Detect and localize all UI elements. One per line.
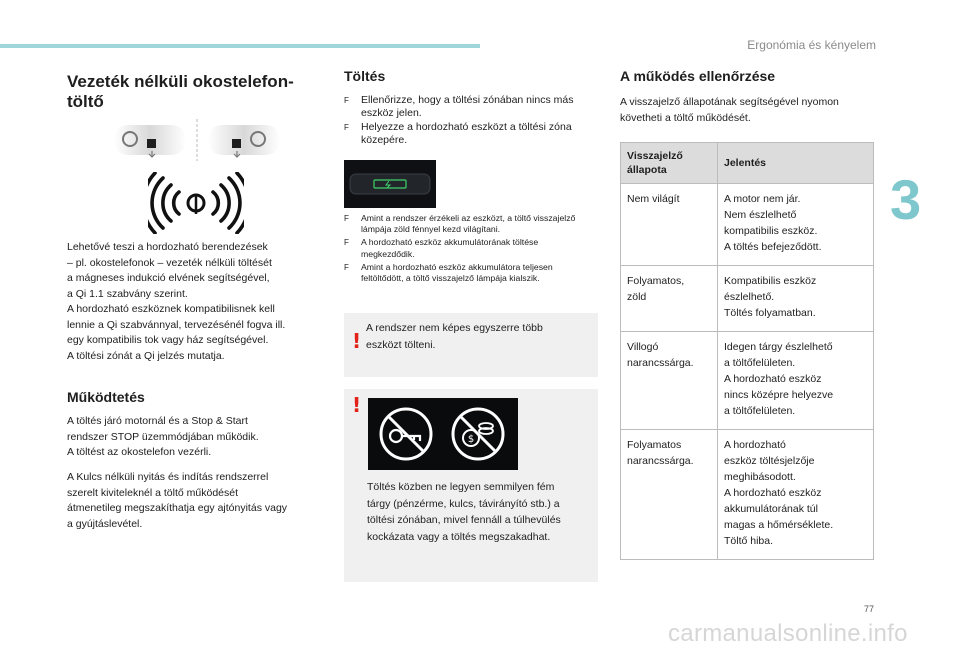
qi-wireless-icon xyxy=(148,172,244,234)
intro-line: A töltési zónát a Qi jelzés mutatja. xyxy=(67,349,225,362)
warning-line: eszközt tölteni. xyxy=(366,338,436,351)
warning-text xyxy=(367,479,595,545)
cell-meaning: A hordozható eszköz töltésjelzője meghibásodott. A hordozható eszköz akkumulátorának túl magas a hőmérséklete. Töltő hiba. xyxy=(718,430,874,560)
list-item xyxy=(344,213,594,235)
no-metal-objects-icons xyxy=(368,398,518,470)
intro-line: – pl. okostelefonok – vezeték nélküli töltését xyxy=(67,256,272,269)
charging-pad-photo xyxy=(344,160,436,208)
table-row xyxy=(621,266,874,332)
charging-notes-list xyxy=(344,213,594,286)
cell-state: Nem világít xyxy=(621,184,718,266)
bullet-marker: F xyxy=(344,238,349,248)
note-text: A hordozható eszköz akkumulátorának töltése megkezdődik. xyxy=(361,237,539,259)
operation-line: A Kulcs nélküli nyitás és indítás rendszerrel xyxy=(67,471,269,483)
operation-line: A töltés járó motornál és a Stop & Start xyxy=(67,415,248,427)
note-text: Amint a hordozható eszköz akkumulátora teljesen feltöltődött, a töltő visszajelző lámpája kialszik. xyxy=(361,261,553,284)
watermark: carmanualsonline.info xyxy=(668,620,908,647)
operation-line: A töltést az okostelefon vezérli. xyxy=(67,446,212,458)
table-row xyxy=(621,332,874,430)
list-item xyxy=(344,121,589,147)
warning-icon: ! xyxy=(352,329,362,353)
intro-line: egy kompatibilis tok vagy ház segítségével. xyxy=(67,334,269,346)
cell-meaning: Kompatibilis eszköz észlelhető. Töltés folyamatban. xyxy=(718,266,874,332)
charging-steps-list xyxy=(344,94,589,148)
header-accent-bar xyxy=(0,44,480,48)
bullet-marker: F xyxy=(344,214,349,223)
section-title-operation: Működtetés xyxy=(67,389,145,405)
warning-line: kockázata vagy a töltés megszakadhat. xyxy=(367,530,551,543)
steering-wheel-buttons-illustration xyxy=(112,117,282,163)
intro-line: A visszajelző állapotának segítségével nyomon xyxy=(620,96,839,108)
intro-paragraph xyxy=(67,240,332,364)
table-row xyxy=(621,430,874,560)
cell-state: Folyamatos, zöld xyxy=(621,266,718,332)
cell-state: Folyamatos narancssárga. xyxy=(621,430,718,560)
intro-line: Lehetővé teszi a hordozható berendezések xyxy=(67,241,268,253)
operation-line: átmenetileg megszakíthatja egy ajtónyitás vagy xyxy=(67,502,288,514)
intro-line: lennie a Qi szabvánnyal, tervezésénél fogva ill. xyxy=(67,318,286,331)
warning-line: tárgy (pénzérme, kulcs, távirányító stb.) a xyxy=(367,497,560,510)
bullet-marker: F xyxy=(344,123,349,132)
section-title-function-check: A működés ellenőrzése xyxy=(620,68,776,84)
chapter-number: 3 xyxy=(890,168,922,231)
list-item xyxy=(344,94,589,120)
intro-line: a Qi 1.1 szabvány szerint. xyxy=(67,287,188,300)
operation-paragraph-1 xyxy=(67,414,332,461)
indicator-status-table xyxy=(620,142,874,560)
svg-text:$: $ xyxy=(467,434,475,445)
bullet-marker: F xyxy=(344,262,349,272)
warning-line: A rendszer nem képes egyszerre több xyxy=(366,322,543,334)
page-number: 77 xyxy=(864,604,875,614)
cell-meaning: Idegen tárgy észlelhető a töltőfelületen. A hordozható eszköz nincs középre helyezve a töltőfelületen. xyxy=(718,332,874,430)
step-text: Ellenőrizze, hogy a töltési zónában nincs más eszköz jelen. xyxy=(361,94,574,119)
intro-line: a mágneses indukció elvének segítségével, xyxy=(67,272,270,284)
step-text: Helyezze a hordozható eszközt a töltési zóna közepére. xyxy=(361,121,572,146)
table-header-row xyxy=(621,143,874,184)
list-item xyxy=(344,237,594,259)
intro-line: követheti a töltő működését. xyxy=(620,111,751,124)
section-title-wireless-charger: Vezeték nélküli okostelefon-töltő xyxy=(67,72,294,111)
warning-line: Töltés közben ne legyen semmilyen fém xyxy=(367,481,555,493)
column-header-state: Visszajelző állapota xyxy=(621,143,718,184)
column-header-meaning: Jelentés xyxy=(718,143,874,184)
list-item xyxy=(344,262,594,284)
chapter-title: Ergonómia és kényelem xyxy=(747,38,876,52)
note-text: Amint a rendszer érzékeli az eszközt, a töltő visszajelző lámpája zöld fénnyel kezd világítani. xyxy=(361,213,576,235)
operation-paragraph-2 xyxy=(67,470,332,532)
warning-line: töltési zónában, mivel fennáll a túlhevülés xyxy=(367,514,561,526)
warning-text xyxy=(366,320,591,353)
warning-icon: ! xyxy=(352,393,362,417)
operation-line: a gyújtáslevétel. xyxy=(67,517,143,530)
section-title-charging: Töltés xyxy=(344,68,386,84)
cell-state: Villogó narancssárga. xyxy=(621,332,718,430)
operation-line: rendszer STOP üzemmódjában működik. xyxy=(67,430,259,443)
function-check-intro xyxy=(620,95,880,126)
bullet-marker: F xyxy=(344,96,349,105)
intro-line: A hordozható eszköznek kompatibilisnek kell xyxy=(67,303,275,315)
warning-box-metal-objects xyxy=(344,389,598,582)
cell-meaning: A motor nem jár. Nem észlelhető kompatibilis eszköz. A töltés befejeződött. xyxy=(718,184,874,266)
warning-box-single-device xyxy=(344,313,598,377)
table-row xyxy=(621,184,874,266)
operation-line: szerelt kiviteleknél a töltő működését xyxy=(67,486,238,499)
